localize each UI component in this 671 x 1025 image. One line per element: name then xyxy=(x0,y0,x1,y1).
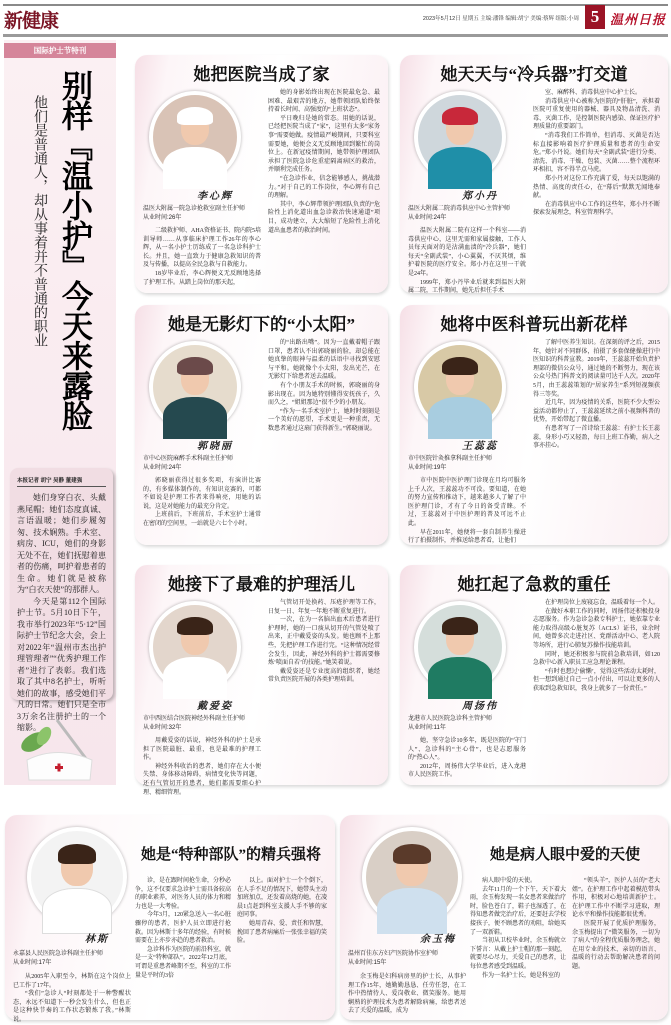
nurse-photo xyxy=(149,341,241,433)
story-title: 她把医院当成了家 xyxy=(193,65,330,84)
intro-paragraph: 今天是第112个国际护士节。5月10日下午，我市举行2023年“5·12”国际护士节纪念大会，会上对2022年“温州市杰出护理管理者”“优秀护理工作者”进行了表彰。我们选取了其中8名护士，听听她们的故事，感受她们平凡的日常。她们只是全市3万余名注册护士的一个缩影。 xyxy=(17,596,106,732)
paragraph: 急诊科作为医院的前沿科室，就是一支“特种部队”。2022年12月底，可谓是重患者峰期不至，科室的工作量是平时的3倍 xyxy=(135,946,232,979)
paragraph: 消毒供应中心被称为医院的“肝脏”，承担着医院可重复使用的器械、器具及物品清洗、消毒、灭菌工作，是控制医院内感染、保证医疗护理质量的重要部门。 xyxy=(533,98,660,131)
paragraph: 在护理岗位上废寝忘食，温暖着每一个人。 xyxy=(545,600,660,606)
nurse-caption xyxy=(143,715,263,733)
feature-subheadline: 他们是普通人，却从事着并不普通的职业 xyxy=(33,95,49,347)
nurse-years: 从业时间:11年 xyxy=(408,725,446,731)
paragraph: “在急诊作业，信念能够感人，挑战潜力。”对于自己的工作岗位，李心辉有自己的理解。 xyxy=(268,175,380,200)
nurse-name: 郑小丹 xyxy=(462,191,498,202)
story-panel xyxy=(400,565,668,785)
nurse-unit: 龙港市人民医院急诊科主管护师 xyxy=(408,716,493,722)
nurse-years: 从业时间:32年 xyxy=(143,725,182,731)
paragraph: 气管切开处换药、压疮护理等工作，日复一日、年复一年地不断重复进行。 xyxy=(268,600,380,615)
story-body-right xyxy=(268,89,380,287)
story-panel xyxy=(400,55,668,293)
intro-box xyxy=(10,468,113,732)
paragraph: “消毒我们工作简单，但消毒、灭菌是否达标直接影响着医疗护理质量和患者的生命安危。”郑小丹说。她们每天“全副武装”进行分类、清洗、消毒、干燥、包装、灭菌……整个流程环环相扣，容不得半点马虎。 xyxy=(533,132,660,174)
story-body-left xyxy=(408,737,526,779)
story-body-left xyxy=(13,973,131,1023)
paragraph: 18岁毕业后，李心辉便义无反顾地选择了护理工作。从踏上岗位的那天起， xyxy=(143,270,261,286)
paragraph: “作为一名手术室护士，她时时刻刻是一个美好的愿望，手术更是一种重责，无数患者通过这扇门获得新生。”郭晓丽说。 xyxy=(268,408,380,432)
nurse-unit: 市中医院针灸推拿科副主任护师 xyxy=(408,456,493,462)
paragraph: 神经外科收治的患者，她们存在大小便失禁、身体移动障碍，病情变化快等问题，还有气管切开的患者，她们都需要细心护理、精细管理。 xyxy=(143,763,261,796)
special-issue-tag: 国际护士节特刊 xyxy=(4,43,116,58)
paragraph: 作为一名护士长，她是科室的 xyxy=(482,972,561,979)
nurse-caption xyxy=(13,950,133,968)
story-body-right xyxy=(533,599,660,779)
nurse-years: 从业时间:15年 xyxy=(348,960,387,966)
nurse-photo xyxy=(27,827,127,927)
paragraph: 市中医院中医护理门诊现在月均可服务上千人次，王蕊蕊功不可没。要知道，在她的努力宣传和推动下，越来越多人了解了中医护理门诊，才有了今日的备受青睐。不过，王蕊蕊对于中医护理的普及可远不止此。 xyxy=(408,478,526,527)
paragraph: 她的身影始终出现在医院最危急、最困难、最艰苦的地方，她带领团队始终保持着长时间、高强度的“上班状态”。 xyxy=(268,90,380,114)
nurse-photo xyxy=(414,601,506,693)
story-body-left xyxy=(408,227,526,295)
nurse-years: 从业时间:24年 xyxy=(408,215,447,221)
paragraph: 温医大附属二院有这样一个科室——消毒供应中心，这里无需和家属接触，工作人员每天面对的是沾满血渍的“冷兵器”，她们每天“全副武装”，小心翼翼，不厌其烦，维护着医院的医疗安全。郑小丹在这里一干就是24年。 xyxy=(408,228,526,277)
nurse-name: 李心辉 xyxy=(197,191,233,202)
page-number: 5 xyxy=(585,5,605,29)
paragraph: 同时，她还积极参与院前急救培训，如120急救中心新入职员工应急理论课程。 xyxy=(533,651,660,667)
story-title: 她接下了最难的护理活儿 xyxy=(168,575,355,594)
paragraph: “领头羊”，医护人员的“老大姐”。在护理工作中起着模范带头作用，积极对心地培训新护士。在护理工作中不断学习进取，理论水平和操作技能都很优秀。 xyxy=(572,878,660,919)
nurse-caption xyxy=(408,455,528,473)
story-body-left xyxy=(348,973,466,1016)
paragraph: 平日晚归是她的常态。用她的话说，已经把医院当成了“家”，这里有太多“家务事”需要她做。疫情最严峻期间，只要科室需要她，她便会义无反顾地回到繁忙的岗位上。在新冠疫情期间，她带领护理团队承担了医院急诊危重症隔离病区的救治，并顺利完成任务。 xyxy=(268,115,380,174)
header-rule xyxy=(3,34,668,37)
story-body-right xyxy=(268,339,380,539)
story-title: 她是“特种部队”的精兵强将 xyxy=(140,847,321,863)
paragraph: “我们”急诊人“时刻都处于一种警醒状态，永远不知道下一秒会发生什么，但也正是这种快节奏的工作状态锻炼了我。”林斯说。 xyxy=(13,991,131,1023)
story-body-middle xyxy=(470,877,566,1016)
paragraph: 当初从卫校毕业时，余玉梅就立下誓言：从戴上护士帽的那一刻起，就要尽心尽力，关爱自己的患者，让每位患者感受到温暖。 xyxy=(470,938,567,970)
paragraph: 她用青春、爱、责任和智慧，挽回了患者病痛后一张张幸福的笑脸。 xyxy=(237,920,328,945)
paragraph: 早在2011年，她便将一套自制养生操进行了拍摄制作，并推送给患者看，让他们 xyxy=(408,529,526,545)
nurse-name: 郭晓丽 xyxy=(197,441,233,452)
paragraph: 其中，李心辉带领护理团队负责的“危险性上消化道出血急诊救治快速通道”项目，成功建立，大大缩短了危险性上消化道出血患者的救治时间。 xyxy=(268,201,380,234)
paragraph: 有个小朋友手术的时候，郭晓丽的身影出现在。因为她特别懂得安抚孩子，久而久之，“姐姐那边”很不少的小朋友。 xyxy=(268,382,380,407)
nurse-name: 周扬伟 xyxy=(462,701,498,712)
paragraph: 上班前后，下班前后，手术室护士通常在密闭的空间里，一站就是六七个小时。 xyxy=(143,512,261,527)
nurse-photo xyxy=(414,341,506,433)
nurse-unit: 温州百佳东方妇产医院协作室护师 xyxy=(348,951,439,957)
paragraph: 2012年，周扬伟大学毕业后，进入龙港市人民医院工作。 xyxy=(408,763,526,779)
nurse-years: 从业时间:17年 xyxy=(13,960,52,966)
story-title: 她是无影灯下的“小太阳” xyxy=(168,315,355,334)
byline: 本报记者 胡宁 吴静 董建强 xyxy=(17,476,106,487)
nurse-caption xyxy=(408,205,528,223)
nurse-caption xyxy=(348,950,468,968)
nurse-name: 戴爱姿 xyxy=(197,701,233,712)
paragraph: 她，坚守急诊10多年，既是医院的“守门人”、急诊科的“主心骨”，也是志愿服务的“热心人”。 xyxy=(408,738,526,762)
paragraph: 从2005年入职至今，林斯在这个岗位上已工作了17年。 xyxy=(13,974,131,989)
nurse-unit: 温医大附属二院消毒供应中心主管护师 xyxy=(408,206,511,212)
paragraph: 一次，在为一名脑出血术后患者进行护理时，她的一口痰从切开的气管处喷了出来，正中戴爱姿的头发。她也顾不上那些，先把护理工作进行完。“这种情况经常会发生，因此，神经外科的护士都需要修炼‘喷面自若’的技能。”她笑着说。 xyxy=(268,617,380,667)
paragraph: 去年11月的一个下午，天下着大雨，余玉梅发现一名女患者来做治疗时，脸色苍白了，鞋子也湿透了，在得知患者做完治疗后，还要赶去学校接孩子，便不顾患者的劝阻，给她买了一双新鞋。 xyxy=(470,886,567,936)
paragraph: 1999年，郑小丹毕业后就来到温医大附属二院，工作期间，她先后担任手术 xyxy=(408,279,526,295)
nurse-photo xyxy=(149,91,241,183)
story-body-right xyxy=(533,89,660,287)
nurse-name: 王蕊蕊 xyxy=(462,441,498,452)
story-panel xyxy=(5,815,335,1023)
story-body-left xyxy=(143,737,261,796)
paragraph: 郭晓丽获得过很多奖项，有演讲比赛的，有多媒体制作的，有知识竞赛的，可都不如说是护理工作者来得响亮，用她的话说，这是对她能力的最充分肯定。 xyxy=(143,478,261,510)
paragraph: “有时也想过‘偷懒’，觉得这些活动太耗时，但一想到通过自己一点小付出，可以让更多的人获取到急救知识，我身上就多了一份责任。” xyxy=(533,668,660,692)
paragraph: 病人眼中爱的天使。 xyxy=(482,878,537,884)
paragraph: 在做好本职工作的同时，周扬伟还积极投身志愿服务。作为急诊急救专科护士，她依靠专业能力取得高级心脏复苏（ACLS）证书，业余时间，她曾多次走进社区、党群活动中心、老人院等场所，进行心肺复苏操作技能培训。 xyxy=(533,608,660,649)
paragraph: 了解中医养生知识。在深刻的评之后，2015年，她针对不同群体，拍摄了多套保健操进行中医知识的科普宣教。2019年，王蕊蕊开始负责护理部的微信公众号，通过她的不断努力，现在该公众号热门科普文的阅读量可达千人次。2020年5月，由王蕊蕊策划的“居家养生”系列短视频获得三等奖。 xyxy=(533,340,660,398)
story-panel xyxy=(340,815,668,1020)
paragraph: 以上。面对护士一个个倒下，在人手不足的情况下，她带头主动加班加点，还发着高烧的她，在凌晨1点赶到科室支援人手不够的家庭同事。 xyxy=(237,878,328,919)
story-panel xyxy=(135,305,388,545)
nurse-name: 余玉梅 xyxy=(420,934,456,945)
story-body-left xyxy=(143,227,261,287)
nurse-name: 林斯 xyxy=(85,934,109,945)
newspaper-logo: 温州日报 xyxy=(610,12,667,27)
nurse-years: 从业时间:19年 xyxy=(408,465,447,471)
feature-headline: 别样『温小护』今天来露脸 xyxy=(57,70,92,430)
story-body-right xyxy=(533,339,660,539)
nurse-unit: 市中心医院麻醉手术科副主任护师 xyxy=(143,456,234,462)
story-title: 她天天与“冷兵器”打交道 xyxy=(440,65,628,84)
paragraph: 在消毒供应中心工作的这些年，郑小丹不断探索发展理念，科室管理科学。 xyxy=(533,201,660,217)
story-panel xyxy=(135,565,388,796)
paragraph: 医院开展了优质护理服务，余玉梅提出了“微笑服务，一切为了病人”的全程优质服务理念，她在用专业的技术、亲切的语言、温暖的行动去帮助解决患者的问题。 xyxy=(572,920,660,970)
nurse-photo xyxy=(149,601,241,693)
nurse-unit: 温医大附属一院急诊抢救室副主任护师 xyxy=(143,206,246,212)
paragraph: 余玉梅是妇科病房里的护士长，从事护理工作15年，她勤勤恳恳、任劳任怨，在工作中热情待人、爱岗敬业、微笑服务。她用娴熟的护理技术为患者解除病痛，给患者送去了关爱的温暖，成为 xyxy=(348,974,466,1015)
issue-meta: 2023年5月12日 星期五 主编:潘锋 编辑:胡宁 美编:蔡辉 组版:小周 xyxy=(422,16,579,22)
story-title: 她将中医科普玩出新花样 xyxy=(440,315,628,334)
section-title: 新健康 xyxy=(4,11,59,32)
nurse-unit: 市中西医结合医院神经外科副主任护师 xyxy=(143,716,246,722)
paragraph: 诊，是在跟时间抢生命，分秒必争，这不仅要求急诊护士需具备较高的职业素养，对医务人员的体力和精力也是一大考验。 xyxy=(135,878,232,910)
nurse-cap-illustration-icon xyxy=(12,720,102,780)
paragraph: 的“出路出嘴”。因为一直戴着帽子跟口罩，患者认不出郭晓丽的脸，却总能在她真挚的眼神与温柔的话语中寻找到安慰与平和。她就像个小太阳，发出光芒，在无影灯下给患者送去温暖。 xyxy=(268,340,380,381)
nurse-years: 从业时间:24年 xyxy=(143,465,182,471)
nurse-photo xyxy=(362,827,462,927)
intro-paragraph: 她们身穿白衣、头戴燕尾帽；她们态度真诚、言语温暖；她们步履匆匆、技术娴熟。手术室、病房、ICU，她们的身影无处不在，她们抚慰着患者的伤痛，呵护着患者的生命。她们就是被称为“白衣天使”的那群人。 xyxy=(17,493,106,594)
story-title: 她是病人眼中爱的天使 xyxy=(489,847,640,863)
paragraph: 室、麻醉科、消毒供应中心护士长。 xyxy=(545,90,642,96)
paragraph: 二级救护师、AHA资格证书、院内院5培训导师……从事临床护理工作26年的李心辉，从一名小护士历练成了一名急诊科护士长。并且，她一直致力于健康急救知识的普及与传播，以提高全民急救与自救能力。 xyxy=(143,228,261,269)
paragraph: 有患者写了一首诗给王蕊蕊：有护士长王蕊蕊，身形小巧又轻盈，每日上班工作勤，病人之事亦挂心。 xyxy=(533,425,660,450)
nurse-unit: 永嘉县人民医院急诊科副主任护师 xyxy=(13,951,104,957)
story-body-right xyxy=(268,599,380,779)
paragraph: 郑小丹对这份工作充满了爱，每天以饱满的热情、高度的责任心，在“幕后”默默无闻地奉献。 xyxy=(533,175,660,200)
story-panel xyxy=(135,55,388,293)
nurse-caption xyxy=(408,715,528,733)
nurse-caption xyxy=(143,455,263,473)
nurse-years: 从业时间:26年 xyxy=(143,215,182,221)
story-body-left xyxy=(408,477,526,545)
story-body-right xyxy=(572,877,660,1016)
top-rule xyxy=(3,4,668,6)
nurse-photo xyxy=(414,91,506,183)
paragraph: 近几年，因为疫情的关系，医院不少大型公益活动都停止了，王蕊蕊延续之前小视频科普的优势，开始带起了微直播。 xyxy=(533,400,660,424)
paragraph: 今年3月，120紧急送入一名心脏骤停的患者，医护人员立即进行抢救。因为林斯十多年的经验，有时候需要在上亦步亦趋的患者救治。 xyxy=(135,912,232,945)
paragraph: 用戴爱姿的话说，神经外科的护士是承担了医院最脏、最重，也是最难的护理工作。 xyxy=(143,738,261,762)
story-body-left xyxy=(143,477,261,539)
story-panel xyxy=(400,305,668,545)
story-body-right xyxy=(237,877,327,1016)
nurse-caption xyxy=(143,205,263,223)
story-title: 她扛起了急救的重任 xyxy=(457,575,611,594)
paragraph: 戴爱姿还是专业度高的组织者，她经常负责医院开展的各类护理培训。 xyxy=(268,668,380,684)
story-body-middle xyxy=(135,877,231,1016)
